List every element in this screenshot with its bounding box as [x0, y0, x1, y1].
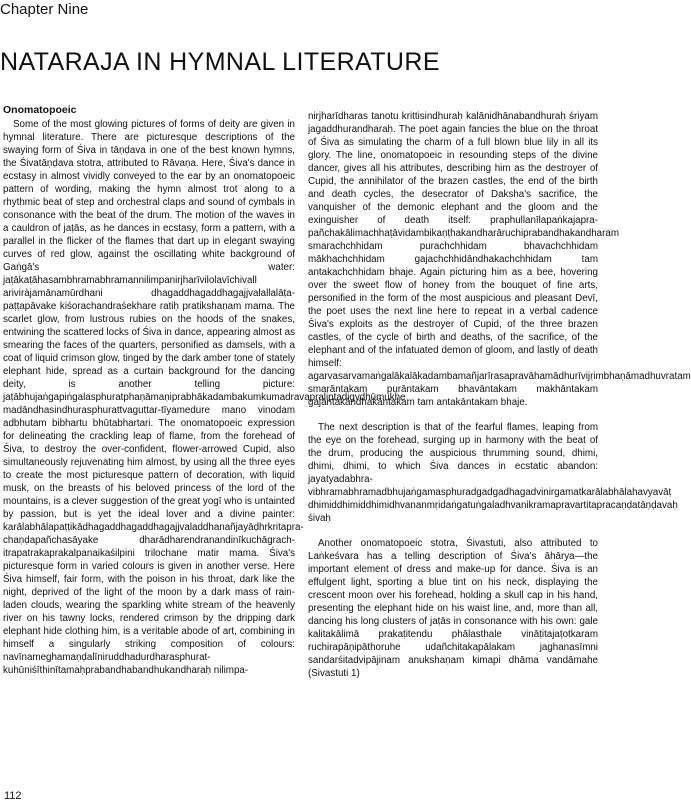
body-paragraph: Some of the most glowing pictures of forms of deity are given in hymnal literature. There are picturesque descriptions of the swaying form of Śiva in tāṇḍava in one of the best known hymns, the Śivatāṇḍava stotra, attributed to Rāvaṇa. Here, Śiva's dance in ecstasy in almost vividly conveyed to the ear by an onomatopoeic pattern of wording, making the hymn almost trot along to a rhythmic beat of step and orchestral claps and sound of cymbals in consonance with the beat of the drum. The motion of the waves in a cauldron of jaṭās, as he dances in ecstasy, form a pattern, with a parallel in the flicker of the flames that dart up in elegant swaying curves of red glow, against the oscillating white background of Gaṅgā's water: jaṭākaṭāhasambhramabhramannilimpanirjharīvilolavīchivall ariviràjamānamūrdhani dhagaddhagaddhagajjvalallalāṭa-paṭṭapāvake kiśorachandraśekhare ratiḥ pratikshaṇam mama. The scarlet glow, from lustrous rubies on the hoods of the snakes, entwining the scattered locks of Śiva in dance, appearing almost as smearing the faces of the quarters, personified as damsels, with a coat of liquid crimson glow, tinged by the dark amber tone of stately elephant hide, spread as a curtain background for the dancing deity, is another telling picture: jaṭābhujaṅgapiṅgalasphuratphaṇāmaṇiprabhākadambakumkumadravapraliptadigvdhūmukhe madāndhasindhurasphurattvaguttar-tīyamedure mano vinodam adbhutam bibhartu bhūtabhartari. The onomatopoeic expression for delineating the crackling leap of flame, from the forehead of Śiva, to destroy the over-confident, flower-arrowed Cupid, also simultaneously rejuvenating him almost, by using all the three eyes to create the most picturesque pattern of decoration, with liquid musk, on the breasts of his beloved princess of the lord of the mountains, is a clever suggestion of the great yogī who is untainted by passion, but is yet the ideal lover and a divine painter: karālabhālapaṭṭikādhagaddhagaddhagajjvaladdhanañjayāḍhrkritapra-chaṇḍapañchasāyake dharādharendranandinīkuchāgrach-itrapatrakaprakalpanaikaśilpini trilochane matir mama. Śiva's picturesque form in varied colours is given in another verse. Here Śiva himself, fair form, with the poison in his throat, dark like the night, deprived of the light of the moon by a dark mass of rain-laden clouds, wearing the sparkling white stream of the heavenly river on his tawny locks, rendered crimson by the dripping dark elephant hide clothing him, is a veritable abode of art, combining in himself a singularly striking composition of colours: navīnameghamaṇḍalīniruddhadurdharasphurat-kuhūniśīthinītamaḥprabandhabandhukandharaḥ nilimpa- — [3, 119, 406, 676]
page-number: 112 — [4, 790, 22, 802]
right-column — [308, 110, 691, 680]
chapter-label: Chapter Nine — [0, 1, 89, 18]
chapter-title: NATARAJA IN HYMNAL LITERATURE — [0, 48, 440, 76]
body-paragraph: Another onomatopoeic stotra, Śivastuti, also attributed to Laṅkeśvara has a telling description of Śiva's āhārya—the important element of dress and make-up for dance. Śiva is an effulgent light, sporting a blue tint on his neck, displaying the crescent moon over his forehead, holding a skull cap in his hand, presenting the elephant hide on his waist line, and, more than all, dancing his long clusters of jaṭās in consonance with his own: gale kalitakālimā prakaṭitendu phālasthale vināṭitajaṭotkaram ruchirapāṇipāthoruhe udañchitakapālakam jaghanasīmni sandarśitadvipājinam anukshaṇam kimapi dhāma vandāmahe (Sivastuti 1) — [308, 538, 598, 679]
left-column — [3, 104, 406, 677]
body-paragraph: The next description is that of the fearful flames, leaping from the eye on the forehead, surging up in harmony with the beat of the drum, producing the auspicious thrumming sound, dhimi, dhimi, dhimi, to which Śiva dances in ecstatic abandon: jayatyadabhra-vibhramabhramadbhujaṅgamasphuradgadgadhagadvinirgamatkarālabhālahavyavāṭ dhimiddhimiddhimidhvananmṛidaṅgatuṅgaladhvanikramapravartitapracaṇḍatāṇḍavaḥ śivaḥ — [308, 422, 678, 524]
body-paragraph-continued: nirjharīdharas tanotu krittisindhuraḥ kalānidhānabandhuraḥ śriyam jagaddhurandharaḥ. The poet again fancies the blue on the throat of Śiva as simulating the charm of a full blown blue lily in all its glory. The line, onomatopoeic in resounding steps of the divine dancer, gives all his attributes, describing him as the destroyer of Cupid, the annihilator of the brazen castles, the end of the birth and death cycles, the desecrator of Daksha's sacrifice, the vanquisher of the demonic elephant and the gloom and the exinguisher of death itself: praphullanīlapaṅkajapra-pañchakālimachhaṭāvidambikaṇṭhakandharāruchiprabandhakandharam smarachchhidam purachchhidam bhavachchhidam mākhachchhidam gajachchhidāndhakachchhidam tam antakachchhidam bhaje. Again picturing him as a bee, hovering over the sweet flow of honey from the bouquet of fine arts, personified in the form of the most auspicious and pleasant Devī, the poet uses the next line here to repeat in a verbal cadence Śiva's exploits as the destroyer of Cupid, of the three brazen castles, of the cycle of birth and deaths, of the sacrifice, of the elephant and of the infatuated demon of gloom, and lastly of death himself: agarvasarvamaṅgalākalākadambamañjarīrasapravāhamādhurīvijṛimbhaṇāmadhuvratam smarāntakam purāntakam bhavāntakam makhāntakam gajāntakāndhakāntakam tam antakāntakam bhaje. — [308, 111, 691, 408]
section-heading: Onomatopoeic — [3, 104, 77, 116]
